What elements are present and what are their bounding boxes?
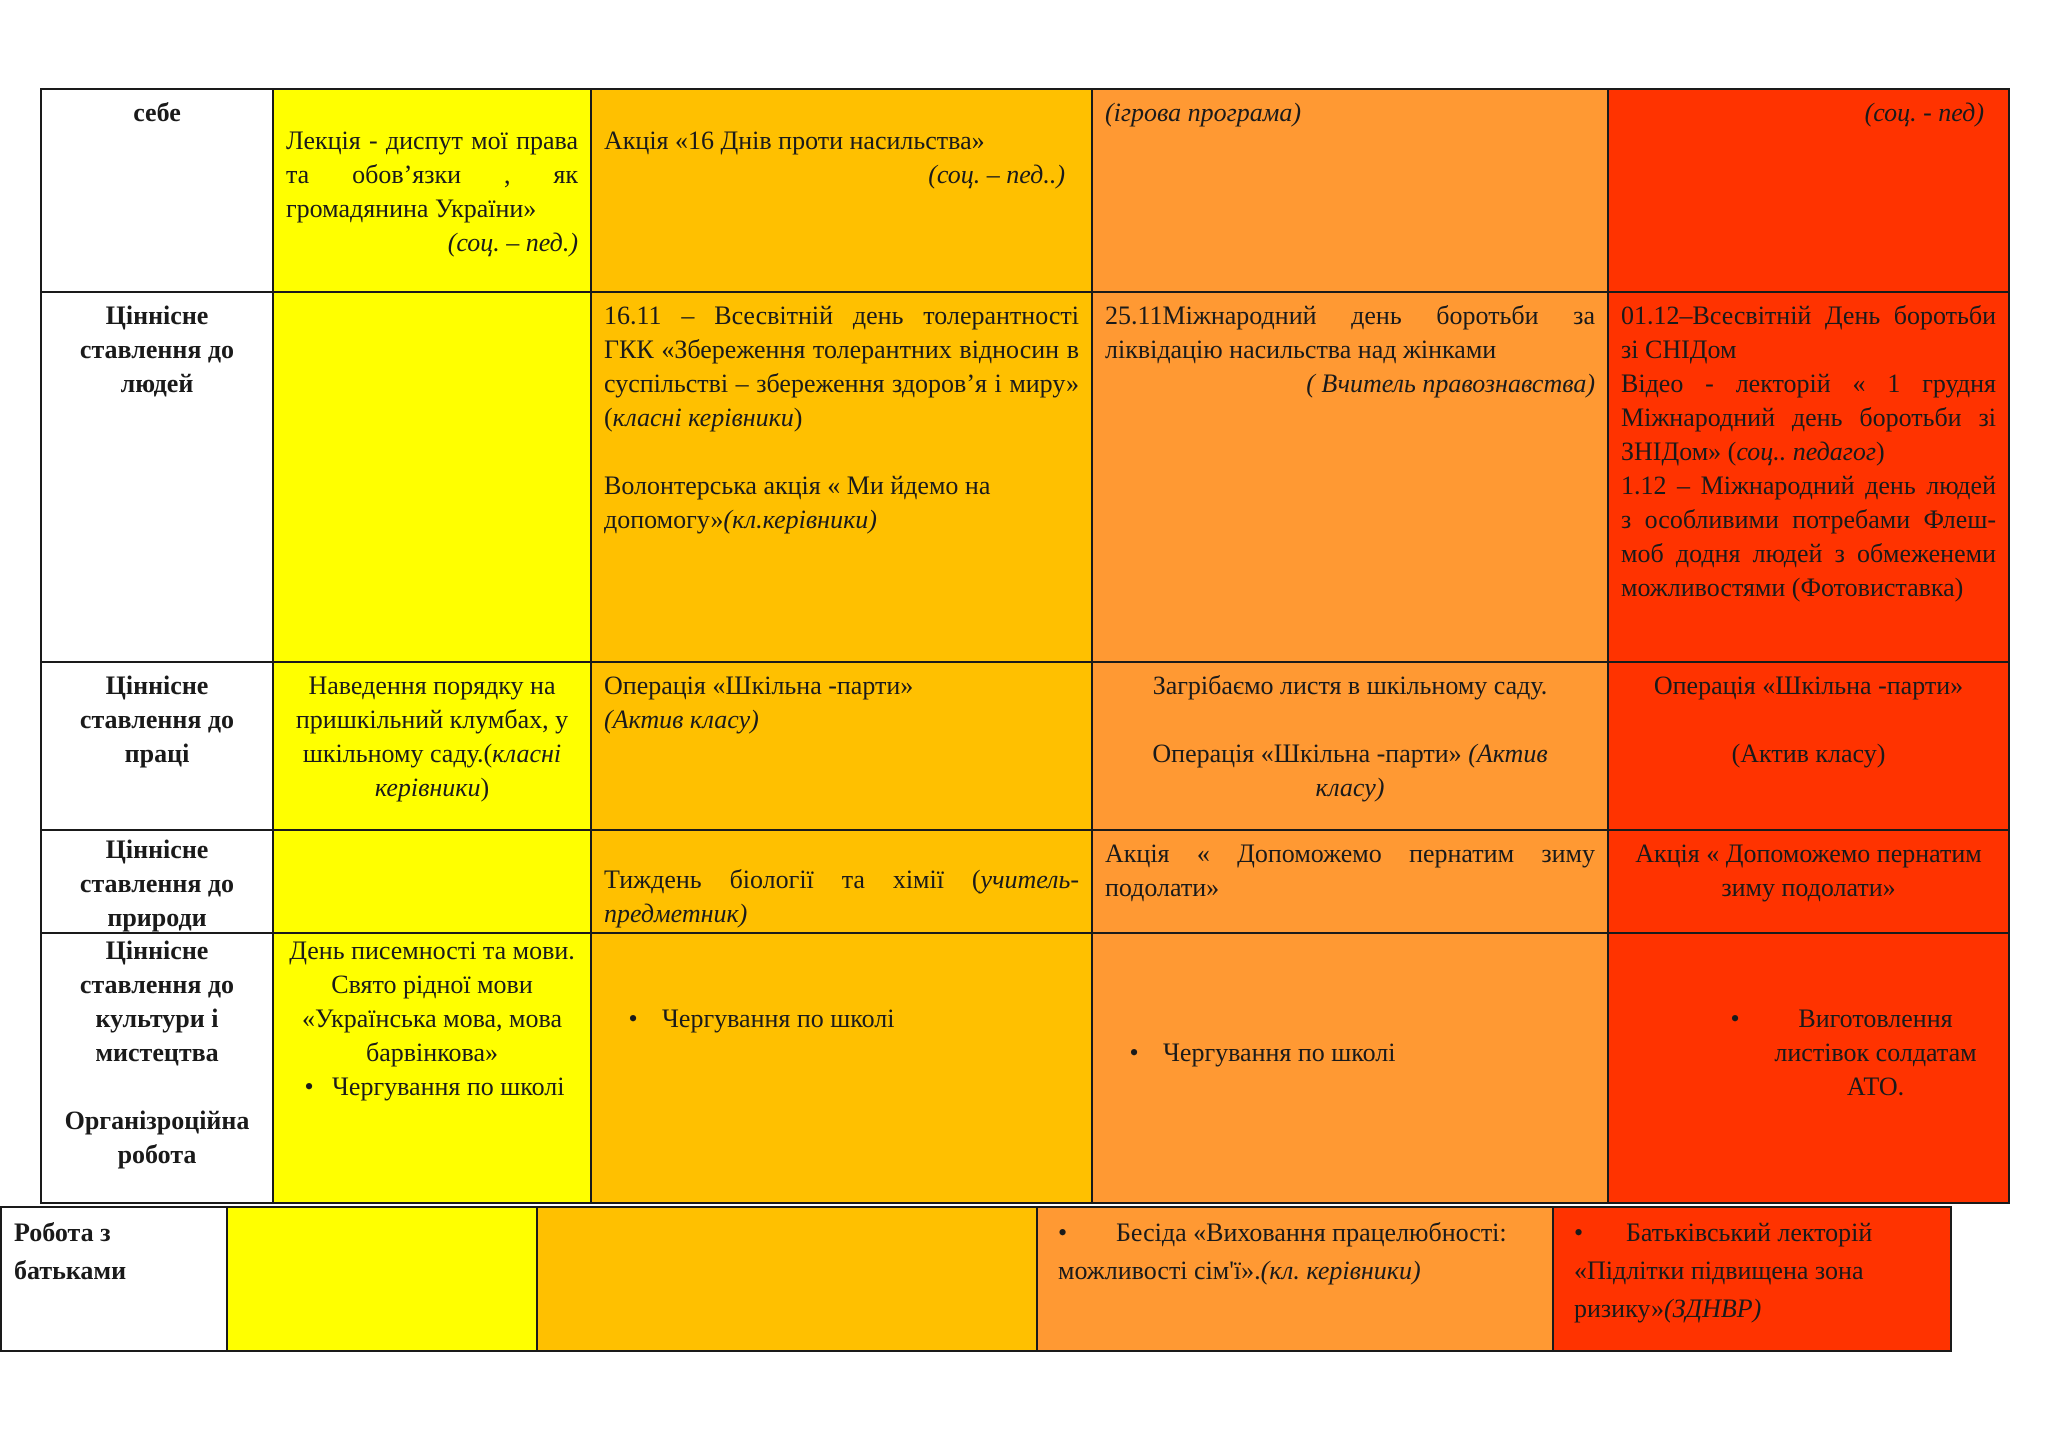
cell-nature-orange — [1091, 829, 1609, 934]
row-label-self — [40, 88, 274, 293]
cell-text: ) — [1876, 437, 1885, 466]
cell-text: Батьківський лекторій «Підлітки підвищена зона ризику» — [1574, 1218, 1873, 1323]
cell-text: Тиждень біології та хімії ( — [604, 865, 981, 894]
bullet-item — [604, 1002, 1079, 1036]
cell-self-orange — [1091, 88, 1609, 293]
row-label-text: себе — [133, 98, 181, 127]
cell-text: Операція «Шкільна -парти» — [1152, 739, 1469, 768]
responsible-text: ( Вчитель правознавства) — [1306, 369, 1595, 398]
cell-people-orange — [1091, 291, 1609, 663]
cell-culture-red — [1607, 932, 2010, 1204]
row-label-nature — [40, 829, 274, 934]
cell-people-yellow — [272, 291, 592, 663]
cell-culture-yellow — [272, 932, 592, 1204]
cell-text: Акція « Допоможемо пернатим зиму подолати» — [1635, 839, 1982, 902]
row-label-text: Ціннісне ставлення до природи — [79, 835, 235, 932]
responsible-text: (ігрова програма) — [1105, 98, 1302, 127]
cell-culture-amber — [590, 932, 1093, 1204]
bullet-item — [1574, 1214, 1938, 1328]
responsible-text: (соц. - пед) — [1864, 98, 1984, 127]
cell-text: Бесіда «Виховання працелюбності: можливості сім'ї». — [1058, 1218, 1507, 1285]
cell-people-amber — [590, 291, 1093, 663]
cell-text: Акція « Допоможемо пернатим зиму подолати» — [1105, 839, 1595, 902]
cell-text: День писемності та мови. Свято рідної мови «Українська мова, мова барвінкова» — [289, 936, 575, 1067]
row-label-text: Робота з батьками — [14, 1218, 127, 1285]
cell-parents-yellow — [226, 1206, 538, 1352]
cell-nature-amber — [590, 829, 1093, 934]
cell-text: Лекція - диспут мої права та обов’язки , як громадянина України» — [286, 126, 578, 223]
cell-text: Наведення порядку на пришкільний клумбах, у шкільному саду.( — [295, 671, 569, 768]
cell-text: (Актив класу) — [1731, 739, 1886, 768]
cell-text: Загрібаємо листя в шкільному саду. — [1152, 671, 1548, 700]
row-label-text: Ціннісне ставлення до людей — [79, 301, 235, 398]
responsible-text: (ЗДНВР) — [1664, 1294, 1762, 1323]
bullet-icon: • — [628, 1004, 638, 1033]
responsible-text: (соц. – пед..) — [928, 160, 1065, 189]
cell-nature-red — [1607, 829, 2010, 934]
responsible-text: учитель-предметник) — [604, 865, 1079, 928]
cell-text: Виготовлення листівок солдатам АТО. — [1774, 1004, 1977, 1101]
cell-text: Операція «Шкільна -парти» — [1653, 671, 1964, 700]
cell-text: 1.12 – Міжнародний день людей з особливими потребами Флеш-моб додня людей з обмеженеми можливостями (Фотовиставка) — [1621, 471, 1996, 602]
cell-text: ) — [480, 773, 490, 802]
row-label-text: Ціннісне ставлення до культури і мистецтва — [79, 936, 235, 1067]
cell-text: Чергування по школі — [332, 1072, 565, 1101]
bullet-icon: • — [1129, 1038, 1139, 1067]
responsible-text: соц.. педагог — [1736, 437, 1877, 466]
cell-people-red — [1607, 291, 2010, 663]
row-label-parents — [0, 1206, 228, 1352]
cell-text: Чергування по школі — [662, 1004, 895, 1033]
cell-parents-red — [1552, 1206, 1952, 1352]
cell-text: Операція «Шкільна -парти» — [604, 671, 914, 700]
cell-text: 16.11 – Всесвітній день толерантності ГКК «Збереження толерантних відносин в суспільстві – збереження здоров’я і миру» ( — [604, 301, 1079, 432]
bullet-icon: • — [1574, 1218, 1584, 1247]
cell-labor-amber — [590, 661, 1093, 831]
row-label-culture — [40, 932, 274, 1204]
cell-text: Волонтерська акція « Ми йдемо на допомогу» — [604, 471, 991, 534]
cell-parents-amber — [536, 1206, 1038, 1352]
cell-nature-yellow — [272, 829, 592, 934]
cell-self-yellow — [272, 88, 592, 293]
cell-text: 01.12–Всесвітній День боротьби зі СНІДом — [1621, 301, 1996, 364]
bullet-item — [286, 1070, 578, 1104]
responsible-text: (Актив класу) — [604, 705, 759, 734]
responsible-text: (кл.керівники) — [723, 505, 877, 534]
row-label-text: Ціннісне ставлення до праці — [79, 671, 235, 768]
cell-text: Акція «16 Днів проти насильства» — [604, 126, 985, 155]
cell-text: ) — [793, 403, 803, 432]
cell-self-red — [1607, 88, 2010, 293]
cell-text: Чергування по школі — [1163, 1038, 1396, 1067]
cell-text: Відео - лекторій « 1 грудня Міжнародний день боротьби зі ЗНІДом» ( — [1621, 369, 1996, 466]
row-label-people — [40, 291, 274, 663]
cell-culture-orange — [1091, 932, 1609, 1204]
responsible-text: класні керівники — [612, 403, 794, 432]
bullet-item — [1105, 1036, 1595, 1070]
responsible-text: класні керівники — [374, 739, 562, 802]
cell-self-amber — [590, 88, 1093, 293]
responsible-text: (Актив класу) — [1315, 739, 1548, 802]
cell-parents-orange — [1036, 1206, 1554, 1352]
bullet-item — [1058, 1214, 1540, 1290]
row-label-labor — [40, 661, 274, 831]
responsible-text: (соц. – пед.) — [447, 228, 578, 257]
cell-labor-yellow — [272, 661, 592, 831]
bullet-icon: • — [1058, 1218, 1068, 1247]
bullet-icon: • — [1730, 1004, 1740, 1033]
bullet-icon: • — [304, 1072, 314, 1101]
cell-labor-red — [1607, 661, 2010, 831]
row-label-text: Організроційна робота — [64, 1106, 250, 1169]
cell-labor-orange — [1091, 661, 1609, 831]
bullet-item — [1715, 1002, 1996, 1104]
cell-text: 25.11Міжнародний день боротьби за ліквідацію насильства над жінками — [1105, 301, 1595, 364]
responsible-text: (кл. керівники) — [1260, 1256, 1421, 1285]
